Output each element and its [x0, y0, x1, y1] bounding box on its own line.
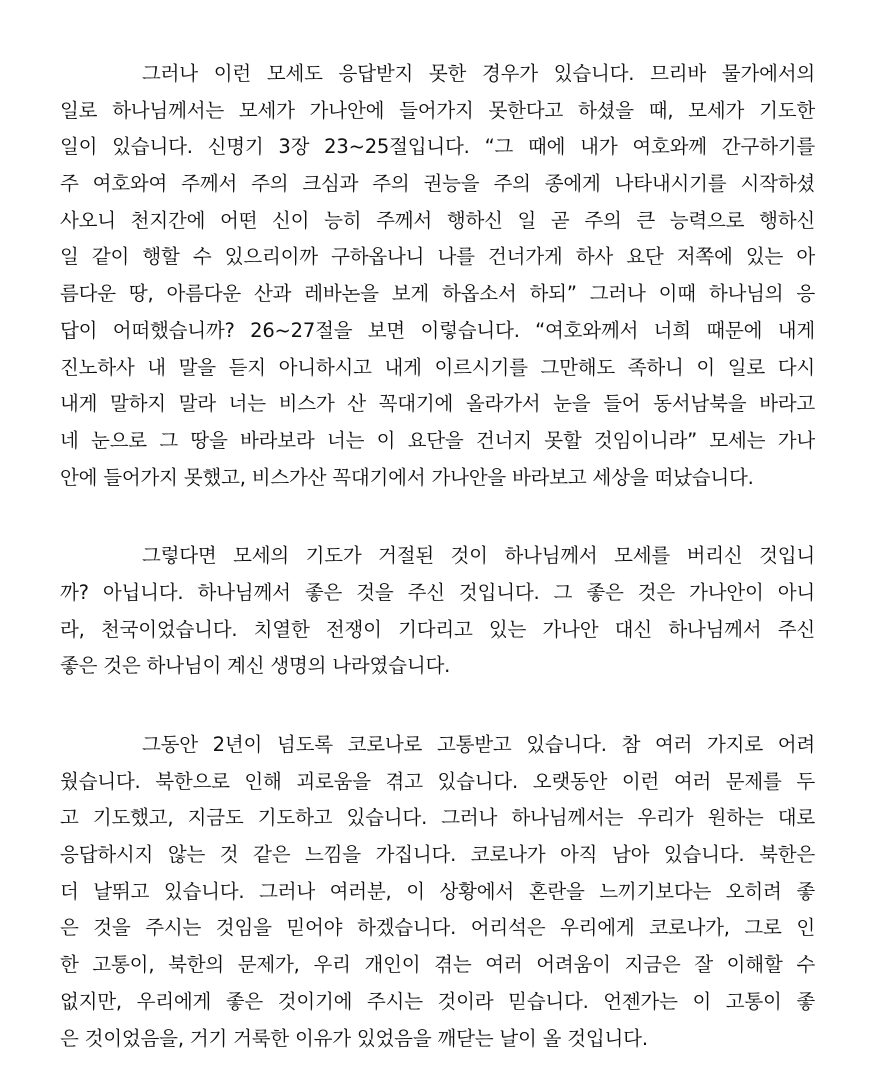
text-line: 고 기도했고, 지금도 기도하고 있습니다. 그러나 하나님께서는 우리가 원하는 대로	[60, 806, 815, 830]
text-line: 진노하사 내 말을 듣지 아니하시고 내게 이르시기를 그만해도 족하니 이 일로 다시	[60, 355, 815, 379]
text-line: 은 것을 주시는 것임을 믿어야 하겠습니다. 어리석은 우리에게 코로나가, 그로 인	[60, 916, 815, 940]
text-line: 그렇다면 모세의 기도가 거절된 것이 하나님께서 모세를 버리신 것입니	[142, 544, 815, 568]
text-line: 네 눈으로 그 땅을 바라보라 너는 이 요단을 건너지 못할 것임이니라” 모세는 가나	[60, 428, 815, 452]
text-line: 더 날뛰고 있습니다. 그러나 여러분, 이 상황에서 혼란을 느끼기보다는 오히려 좋	[60, 879, 815, 903]
text-line: 일이 있습니다. 신명기 3장 23~25절입니다. “그 때에 내가 여호와께 간구하기를	[60, 135, 815, 159]
text-line: 답이 어떠했습니까? 26~27절을 보면 이렇습니다. “여호와께서 너희 때문에 내게	[60, 318, 815, 342]
text-line: 내게 말하지 말라 너는 비스가 산 꼭대기에 올라가서 눈을 들어 동서남북을 바라고	[60, 392, 815, 416]
text-line: 은 것이었음을, 거기 거룩한 이유가 있었음을 깨닫는 날이 올 것입니다.	[60, 1026, 648, 1050]
text-line: 까? 아닙니다. 하나님께서 좋은 것을 주신 것입니다. 그 좋은 것은 가나안이 아니	[60, 580, 815, 604]
text-line: 좋은 것은 하나님이 계신 생명의 나라였습니다.	[60, 654, 451, 678]
paragraph-1	[60, 56, 815, 496]
text-line: 웠습니다. 북한으로 인해 괴로움을 겪고 있습니다. 오랫동안 이런 여러 문제를 두	[60, 769, 815, 793]
text-line: 한 고통이, 북한의 문제가, 우리 개인이 겪는 여러 어려움이 지금은 잘 이해할 수	[60, 953, 815, 977]
text-line: 사오니 천지간에 어떤 신이 능히 주께서 행하신 일 곧 주의 큰 능력으로 행하신	[60, 208, 815, 232]
text-line: 름다운 땅, 아름다운 산과 레바논을 보게 하옵소서 하되” 그러나 이때 하나님의 응	[60, 282, 815, 306]
text-line: 라, 천국이었습니다. 치열한 전쟁이 기다리고 있는 가나안 대신 하나님께서 주신	[60, 617, 815, 641]
paragraph-2	[60, 538, 815, 685]
text-line: 응답하시지 않는 것 같은 느낌을 가집니다. 코로나가 아직 남아 있습니다. 북한은	[60, 843, 815, 867]
text-line: 그동안 2년이 넘도록 코로나로 고통받고 있습니다. 참 여러 가지로 어려	[142, 733, 815, 756]
text-line: 없지만, 우리에게 좋은 것이기에 주시는 것이라 믿습니다. 언젠가는 이 고통이 좋	[60, 989, 815, 1013]
text-line: 일 같이 행할 수 있으리이까 구하옵나니 나를 건너가게 하사 요단 저쪽에 있는 아	[60, 245, 815, 269]
text-line: 일로 하나님께서는 모세가 가나안에 들어가지 못한다고 하셨을 때, 모세가 기도한	[60, 98, 815, 122]
text-line: 안에 들어가지 못했고, 비스가산 꼭대기에서 가나안을 바라보고 세상을 떠났습니다.	[60, 465, 754, 489]
paragraph-3	[60, 727, 815, 1057]
text-line: 그러나 이런 모세도 응답받지 못한 경우가 있습니다. 므리바 물가에서의	[142, 62, 815, 85]
text-line: 주 여호와여 주께서 주의 크심과 주의 권능을 주의 종에게 나타내시기를 시작하셨	[60, 172, 815, 196]
